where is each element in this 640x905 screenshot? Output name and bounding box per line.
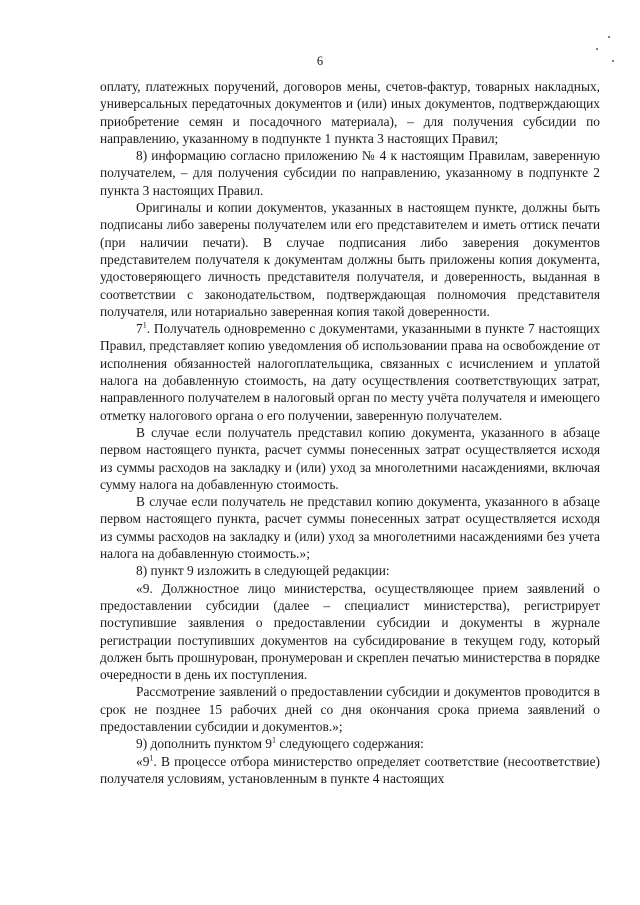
paragraph-item-7-1: $7^1$. Получатель одновременно с документами, указанными в пункте 7 настоящих Правил, представляет копию уведомления об использовании права на освобождение от исполнения обязанностей налогоплательщика, связанных с исчислением и уплатой налога на добавленную стоимость, на дату осуществления соответствующих затрат, направленного получателем в налоговый орган по месту учёта получателя и имеющего отметку налогового органа о его получении, заверенную получателем. bbox=[100, 320, 600, 423]
scan-speck bbox=[612, 60, 614, 62]
paragraph-item-9-official: «9. Должностное лицо министерства, осуществляющее прием заявлений о предоставлении субсидии (далее – специалист министерства), регистрирует поступившие заявления о предоставлении субсидии и документы в журнале регистрации поступивших документов на субсидирование в текущем году, который должен быть прошнурован, пронумерован и скреплен печатью министерства в порядке очередности в день их поступления. bbox=[100, 580, 600, 683]
paragraph-amend-item-9: 8) пункт 9 изложить в следующей редакции: bbox=[136, 563, 390, 579]
document-body bbox=[100, 78, 600, 787]
scan-speck bbox=[608, 36, 610, 38]
superscript: 1 bbox=[142, 320, 147, 330]
paragraph-item-9-1-selection: «$9^1$. В процессе отбора министерство определяет соответствие (несоответствие) получателя условиям, установленным в пункте 4 настоящих bbox=[100, 753, 600, 786]
superscript: 1 bbox=[272, 735, 277, 745]
paragraph-amend-item-9-1: 9) дополнить пунктом $9^1$ следующего содержания: bbox=[136, 735, 424, 752]
paragraph-case-not-submitted: В случае если получатель не представил копию документа, указанного в абзаце первом настоящего пункта, расчет суммы понесенных затрат осуществляется исходя из суммы расходов на закладку и (или) уход за многолетними насаждениями без учета налога на добавленную стоимость.»; bbox=[100, 494, 600, 562]
superscript: 1 bbox=[149, 753, 154, 763]
scan-speck bbox=[596, 48, 598, 50]
paragraph-case-submitted: В случае если получатель представил копию документа, указанного в абзаце первом настоящего пункта, расчет суммы понесенных затрат осуществляется исходя из суммы расходов на закладку и (или) уход за многолетними насаждениями, включая сумму налога на добавленную стоимость. bbox=[100, 424, 600, 492]
paragraph-payment-documents: оплату, платежных поручений, договоров мены, счетов-фактур, товарных накладных, универсальных передаточных документов и (или) иных документов, подтверждающих приобретение семян и посадочного материала), – для получения субсидии по направлению, указанному в подпункте 1 пункта 3 настоящих Правил; bbox=[100, 79, 600, 146]
paragraph-item-8-information: 8) информацию согласно приложению № 4 к настоящим Правилам, заверенную получателем, – для получения субсидии по направлению, указанному в подпункте 2 пункта 3 настоящих Правил. bbox=[100, 148, 600, 198]
paragraph-review-term: Рассмотрение заявлений о предоставлении субсидии и документов проводится в срок не позднее 15 рабочих дней со дня окончания срока приема заявлений о предоставлении субсидии и документов.»; bbox=[100, 684, 600, 734]
paragraph-originals-copies: Оригиналы и копии документов, указанных в настоящем пункте, должны быть подписаны либо заверены получателем или его представителем и иметь оттиск печати (при наличии печати). В случае подписания либо заверения документов представителем получателя к документам должны быть приложены копия документа, удостоверяющего личность представителя получателя, и доверенность, выданная в соответствии с законодательством, подтверждающая полномочия представителя получателя, или нотариально заверенная копия такой доверенности. bbox=[100, 200, 600, 319]
page-number: 6 bbox=[316, 54, 324, 68]
